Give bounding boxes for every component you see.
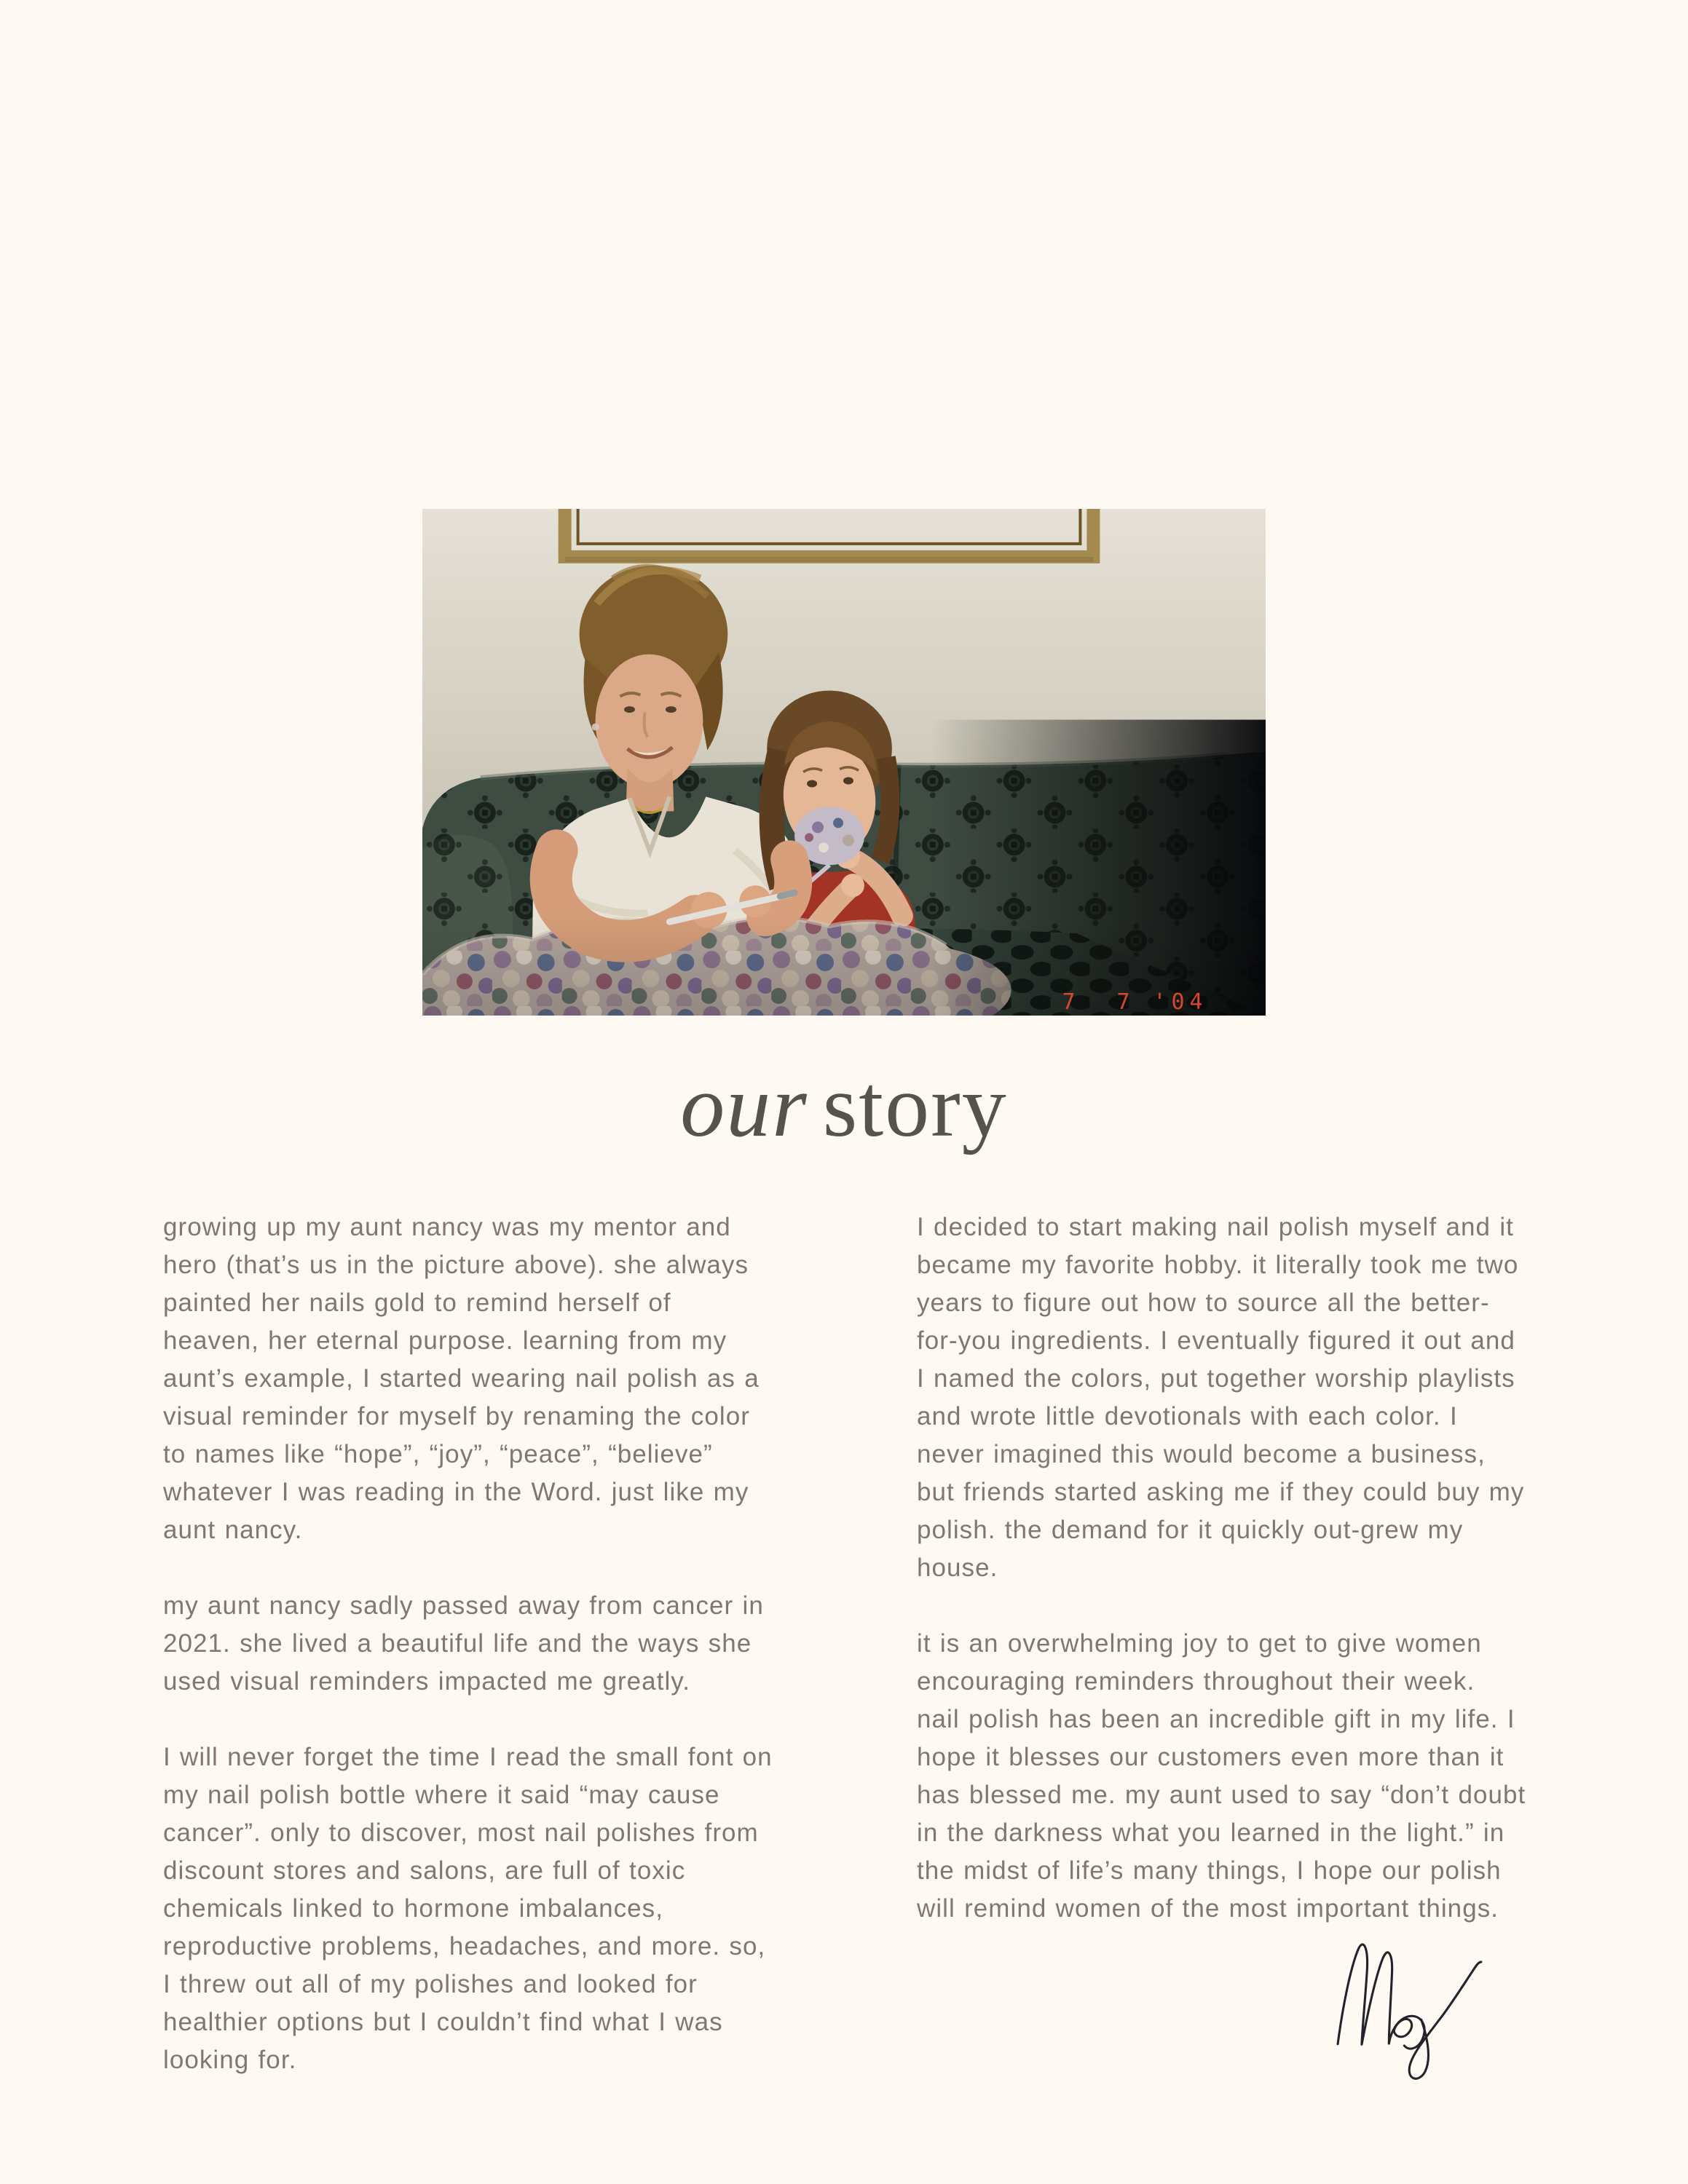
signature: [917, 1923, 1526, 2089]
signature-handwriting: [1327, 1920, 1487, 2092]
photo-date-stamp: 7 7 '04: [1062, 989, 1208, 1016]
photo-tint: [422, 509, 1266, 1016]
story-column-right: [917, 1208, 1526, 2117]
title-word-italic: our: [680, 1057, 808, 1155]
family-photo-illustration: [422, 509, 1266, 1016]
story-columns: [163, 1208, 1526, 2117]
story-paragraph: it is an overwhelming joy to get to give women encouraging reminders throughout their week. nail polish has been an incredible gift in my life. I hope it blesses our customers even more than it has blessed me. my aunt used to say “don’t doubt in the darkness what you learned in the light.” in the midst of life’s many things, I hope our polish will remind women of the most important things.: [917, 1629, 1526, 1923]
story-photo: [422, 509, 1266, 1016]
page-title: [0, 1054, 1688, 1159]
story-column-left: [163, 1208, 773, 2117]
story-paragraph: I will never forget the time I read the small font on my nail polish bottle where it said “may cause cancer”. only to discover, most nail polishes from discount stores and salons, are full of toxic chemicals linked to hormone imbalances, reproductive problems, headaches, and more. so, I threw out all of my polishes and looked for healthier options but I couldn’t find what I was looking for.: [163, 1743, 773, 2074]
title-word-regular: story: [822, 1057, 1008, 1155]
story-paragraph: my aunt nancy sadly passed away from cancer in 2021. she lived a beautiful life and the ways she used visual reminders impacted me greatly.: [163, 1591, 764, 1696]
story-paragraph: I decided to start making nail polish myself and it became my favorite hobby. it literally took me two years to figure out how to source all the better-for-you ingredients. I eventually figured it out and I named the colors, put together worship playlists and wrote little devotionals with each color. I never imagined this would become a business, but friends started asking me if they could buy my polish. the demand for it quickly out-grew my house.: [917, 1213, 1525, 1582]
story-paragraph: growing up my aunt nancy was my mentor and hero (that’s us in the picture above). she always painted her nails gold to remind herself of heaven, her eternal purpose. learning from my aunt’s example, I started wearing nail polish as a visual reminder for myself by renaming the color to names like “hope”, “joy”, “peace”, “believe” whatever I was reading in the Word. just like my aunt nancy.: [163, 1213, 760, 1544]
